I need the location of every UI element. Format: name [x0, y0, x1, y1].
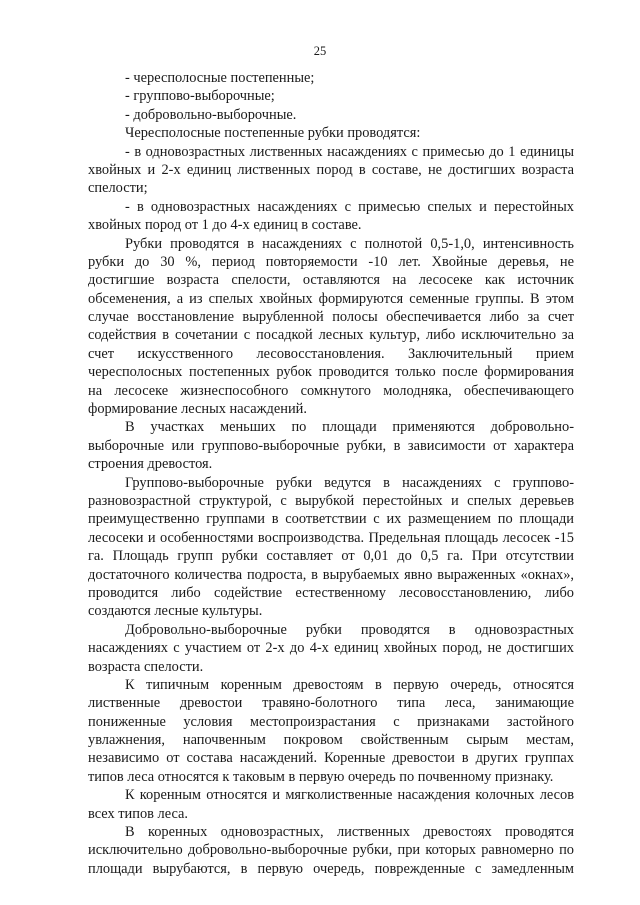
text-line: разновозрастной структурой, с вырубкой перестойных и спелых деревьев: [88, 492, 574, 509]
text-line: - в одновозрастных лиственных насаждениях с примесью до 1 единицы: [125, 143, 574, 160]
text-line: - в одновозрастных насаждениях с примесью спелых и перестойных: [125, 198, 574, 215]
text-line: создаются лесные культуры.: [88, 603, 263, 620]
text-line: Чересполосные постепенные рубки проводятся:: [125, 125, 421, 142]
text-line: - добровольно-выборочные.: [125, 106, 297, 123]
text-line: хвойных пород от 1 до 4-х единиц в составе.: [88, 217, 362, 234]
text-line: строения древостоя.: [88, 456, 213, 473]
text-line: проводится либо содействие естественному лесовосстановлению, либо: [88, 584, 574, 601]
text-line: насаждениях с участием от 2-х до 4-х единиц хвойных пород, не достигших: [88, 640, 574, 657]
text-line: исключительно добровольно-выборочные рубки, при которых равномерно по: [88, 842, 574, 859]
text-line: выборочные или группово-выборочные рубки, в зависимости от характера: [88, 437, 574, 454]
text-line: чересполосных постепенных рубок проводится только после формирования: [88, 364, 574, 381]
text-line: счет искусственного лесовосстановления. Заключительный прием: [88, 345, 574, 362]
text-line: лиственные древостои травяно-болотного типа леса, занимающие: [88, 695, 574, 712]
text-line: достигшие возраста спелости, оставляются на лесосеке как источник: [88, 272, 574, 289]
text-line: - группово-выборочные;: [125, 88, 275, 105]
text-line: - чересполосные постепенные;: [125, 70, 315, 86]
text-line: В участках меньших по площади применяются добровольно-: [125, 419, 574, 436]
text-line: случае восстановление вырубленной полосы обеспечивается либо за счет: [88, 309, 574, 326]
text-line: хвойных и 2-х единиц лиственных пород в составе, не достигших возраста: [88, 161, 574, 178]
text-line: увлажнения, напочвенным покровом свойственным сырым местам,: [88, 732, 574, 749]
text-line: К типичным коренным древостоям в первую очередь, относятся: [125, 676, 574, 693]
text-line: возраста спелости.: [88, 658, 204, 675]
document-body: [88, 69, 574, 878]
text-line: достаточного количества подроста, в вырубаемых явно выраженных «окнах»,: [88, 566, 574, 583]
text-line: рубки до 30 %, период повторяемости -10 лет. Хвойные деревья, не: [88, 253, 574, 270]
text-line: га. Площадь групп рубки составляет от 0,01 до 0,5 га. При отсутствии: [88, 548, 574, 565]
text-line: преимущественно группами в соответствии с их размещением по площади: [88, 511, 574, 528]
text-line: Рубки проводятся в насаждениях с полнотой 0,5-1,0, интенсивность: [125, 235, 574, 252]
page-number: 25: [313, 44, 327, 58]
text-line: В коренных одновозрастных, лиственных древостоях проводятся: [125, 824, 574, 841]
text-line: спелости;: [88, 180, 148, 197]
text-line: площади вырубаются, в первую очередь, поврежденные с замедленным: [88, 860, 574, 877]
text-line: обсеменения, а из спелых хвойных формируются семенные группы. В этом: [88, 290, 574, 307]
text-line: К коренным относятся и мягколиственные насаждения колочных лесов: [125, 787, 574, 804]
text-line: всех типов леса.: [88, 805, 189, 822]
text-line: Добровольно-выборочные рубки проводятся в одновозрастных: [125, 621, 574, 638]
text-line: формирование лесных насаждений.: [88, 401, 307, 418]
text-line: на лесосеке жизнеспособного сомкнутого молодняка, обеспечивающего: [88, 382, 574, 399]
text-line: Группово-выборочные рубки ведутся в насаждениях с группово-: [125, 474, 574, 491]
text-line: пониженные условия местопроизрастания с признаками застойного: [88, 713, 574, 730]
text-line: лесосеки и особенностями воспроизводства. Предельная площадь лесосек -15: [88, 529, 574, 546]
text-line: независимо от состава насаждений. Коренные древостои в других группах: [88, 750, 574, 767]
text-line: типов леса относятся к таковым в первую очередь по почвенному признаку.: [88, 768, 554, 785]
text-line: содействия в сочетании с посадкой лесных культур, либо исключительно за: [88, 327, 574, 344]
